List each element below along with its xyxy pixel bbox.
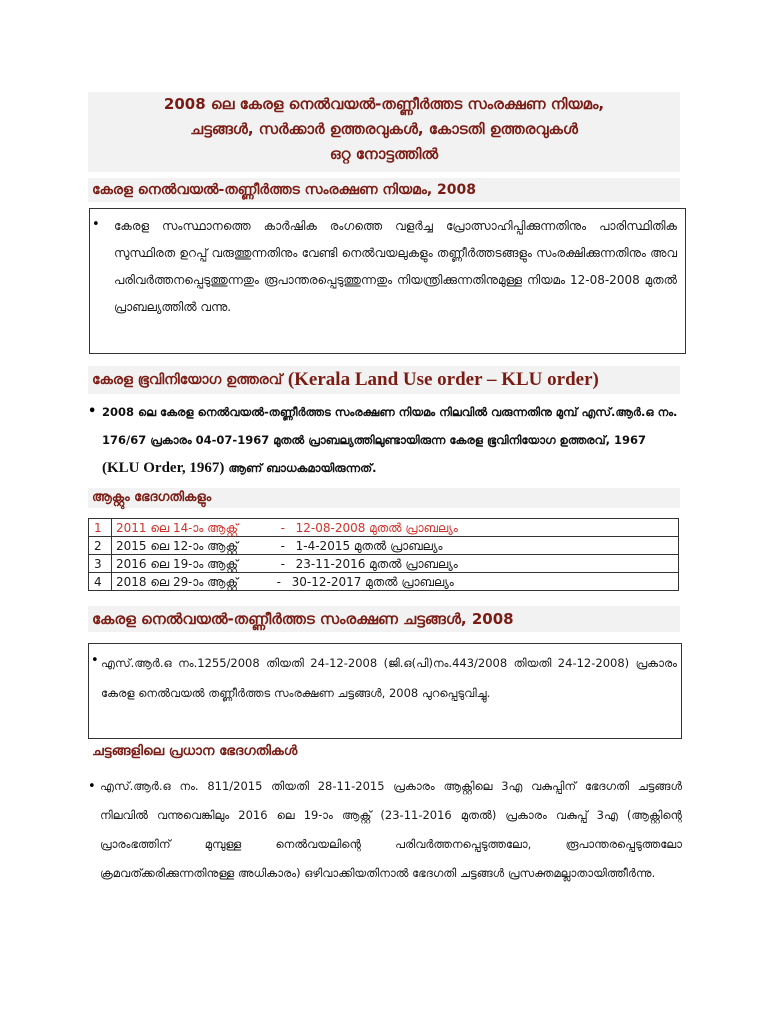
act-summary-box	[89, 208, 686, 354]
section-heading-rules-2008: കേരള നെൽവയൽ-തണ്ണീർത്തട സംരക്ഷണ ചട്ടങ്ങൾ, 2008	[88, 606, 680, 632]
act-name: 2016 ലെ 19-ാം ആക്റ്റ്	[116, 556, 238, 571]
rule-amendments-paragraph	[88, 772, 682, 888]
klu-text-english: (KLU Order, 1967)	[102, 460, 225, 476]
bullet-icon: •	[91, 653, 99, 668]
klu-text-part2: ആണ് ബാധകമായിരുന്നത്.	[228, 461, 377, 475]
section-heading-act-2008: കേരള നെൽവയൽ-തണ്ണീർത്തട സംരക്ഷണ നിയമം, 2008	[88, 178, 680, 202]
effective-date: 12-08-2008 മുതൽ പ്രാബല്യം	[295, 520, 458, 535]
section-heading-rule-amendments: ചട്ടങ്ങളിലെ പ്രധാന ഭേദഗതികൾ	[92, 743, 298, 759]
document-title-block	[88, 92, 680, 172]
separator-dash: -	[280, 520, 285, 535]
row-number: 3	[89, 555, 112, 573]
act-summary-text: കേരള സംസ്ഥാനത്തെ കാർഷിക രംഗത്തെ വളർച്ച പ്രോത്സാഹിപ്പിക്കുന്നതിനും പാരിസ്ഥിതിക സുസ്ഥിരത ഉറപ്പ് വരുത്തുന്നതിനും വേണ്ടി നെൽവയലുകളും തണ്ണീർത്തടങ്ങളും സംരക്ഷിക്കുന്നതിനും അവ പരിവർത്തനപ്പെടുത്തുന്നതും രൂപാന്തരപ്പെടുത്തുന്നതും നിയന്ത്രിക്കുന്നതിനുമുള്ള നിയമം 12-08-2008 മുതൽ പ്രാബല്യത്തിൽ വന്നു.	[114, 219, 677, 314]
row-number: 4	[89, 573, 112, 591]
table-row	[89, 573, 679, 591]
amendment-cell	[112, 537, 679, 555]
klu-heading-malayalam: കേരള ഭൂവിനിയോഗ ഉത്തരവ്	[92, 372, 283, 388]
bullet-icon: •	[88, 779, 96, 794]
table-row	[89, 555, 679, 573]
title-line-1: 2008 ലെ കേരള നെൽവയൽ-തണ്ണീർത്തട സംരക്ഷണ നിയമം,	[163, 95, 605, 113]
bullet-icon: •	[92, 217, 100, 232]
rules-summary-text: എസ്.ആർ.ഒ നം.1255/2008 തിയതി 24-12-2008 (ജി.ഒ(പി)നം.443/2008 തിയതി 24-12-2008) പ്രകാരം കേരള നെൽവയൽ തണ്ണീർത്തട സംരക്ഷണ ചട്ടങ്ങൾ, 2008 പുറപ്പെടുവിച്ചു.	[101, 656, 677, 700]
row-number: 1	[89, 519, 112, 537]
amendment-cell	[112, 519, 679, 537]
row-number: 2	[89, 537, 112, 555]
act-name: 2018 ലെ 29-ാം ആക്റ്റ്	[116, 574, 238, 589]
effective-date: 23-11-2016 മുതൽ പ്രാബല്യം	[295, 556, 458, 571]
separator-dash: -	[280, 556, 285, 571]
rules-summary-box	[88, 643, 682, 739]
separator-dash: -	[276, 574, 281, 589]
amendments-table	[88, 518, 679, 591]
klu-heading-english: (Kerala Land Use order – KLU order)	[287, 369, 599, 390]
bullet-icon: •	[88, 404, 97, 419]
act-name: 2011 ലെ 14-ാം ആക്റ്റ്	[116, 520, 238, 535]
table-row	[89, 537, 679, 555]
table-row	[89, 519, 679, 537]
separator-dash: -	[280, 538, 285, 553]
effective-date: 30-12-2017 മുതൽ പ്രാബല്യം	[291, 574, 454, 589]
amendment-cell	[112, 573, 679, 591]
amendment-cell	[112, 555, 679, 573]
title-line-2: ചട്ടങ്ങൾ, സർക്കാർ ഉത്തരവുകൾ, കോടതി ഉത്തരവുകൾ	[190, 120, 578, 138]
title-line-3: ഒറ്റ നോട്ടത്തിൽ	[329, 145, 439, 163]
effective-date: 1-4-2015 മുതൽ പ്രാബല്യം	[295, 538, 443, 553]
section-heading-amendments: ആക്റ്റും ഭേദഗതികളും	[88, 488, 680, 508]
klu-text-part1: 2008 ലെ കേരള നെൽവയൽ-തണ്ണീർത്തട സംരക്ഷണ നിയമം നിലവിൽ വരുന്നതിനു മുമ്പ് എസ്.ആർ.ഒ നം. 176/67 പ്രകാരം 04-07-1967 മുതൽ പ്രാബല്യത്തിലുണ്ടായിരുന്ന കേരള ഭൂവിനിയോഗ ഉത്തരവ്, 1967	[102, 405, 678, 447]
act-name: 2015 ലെ 12-ാം ആക്റ്റ്	[116, 538, 238, 553]
klu-order-paragraph	[88, 398, 682, 482]
rule-amendments-text: എസ്.ആർ.ഒ നം. 811/2015 തിയതി 28-11-2015 പ്രകാരം ആക്റ്റിലെ 3എ വകുപ്പിന് ഭേദഗതി ചട്ടങ്ങൾ നിലവിൽ വന്നുവെങ്കിലും 2016 ലെ 19-ാം ആക്റ്റ് (23-11-2016 മുതൽ) പ്രകാരം വകുപ്പ് 3എ (ആക്റ്റിന്റെ പ്രാരംഭത്തിന് മുമ്പുള്ള നെൽവയലിന്റെ പരിവർത്തനപ്പെടുത്തലോ, രൂപാന്തരപ്പെടുത്തലോ ക്രമവത്ക്കരിക്കുന്നതിനുള്ള അധികാരം) ഒഴിവാക്കിയതിനാൽ ഭേദഗതി ചട്ടങ്ങൾ പ്രസക്തമല്ലാതായിത്തീർന്നു.	[100, 779, 682, 880]
section-heading-klu-order	[88, 366, 680, 394]
